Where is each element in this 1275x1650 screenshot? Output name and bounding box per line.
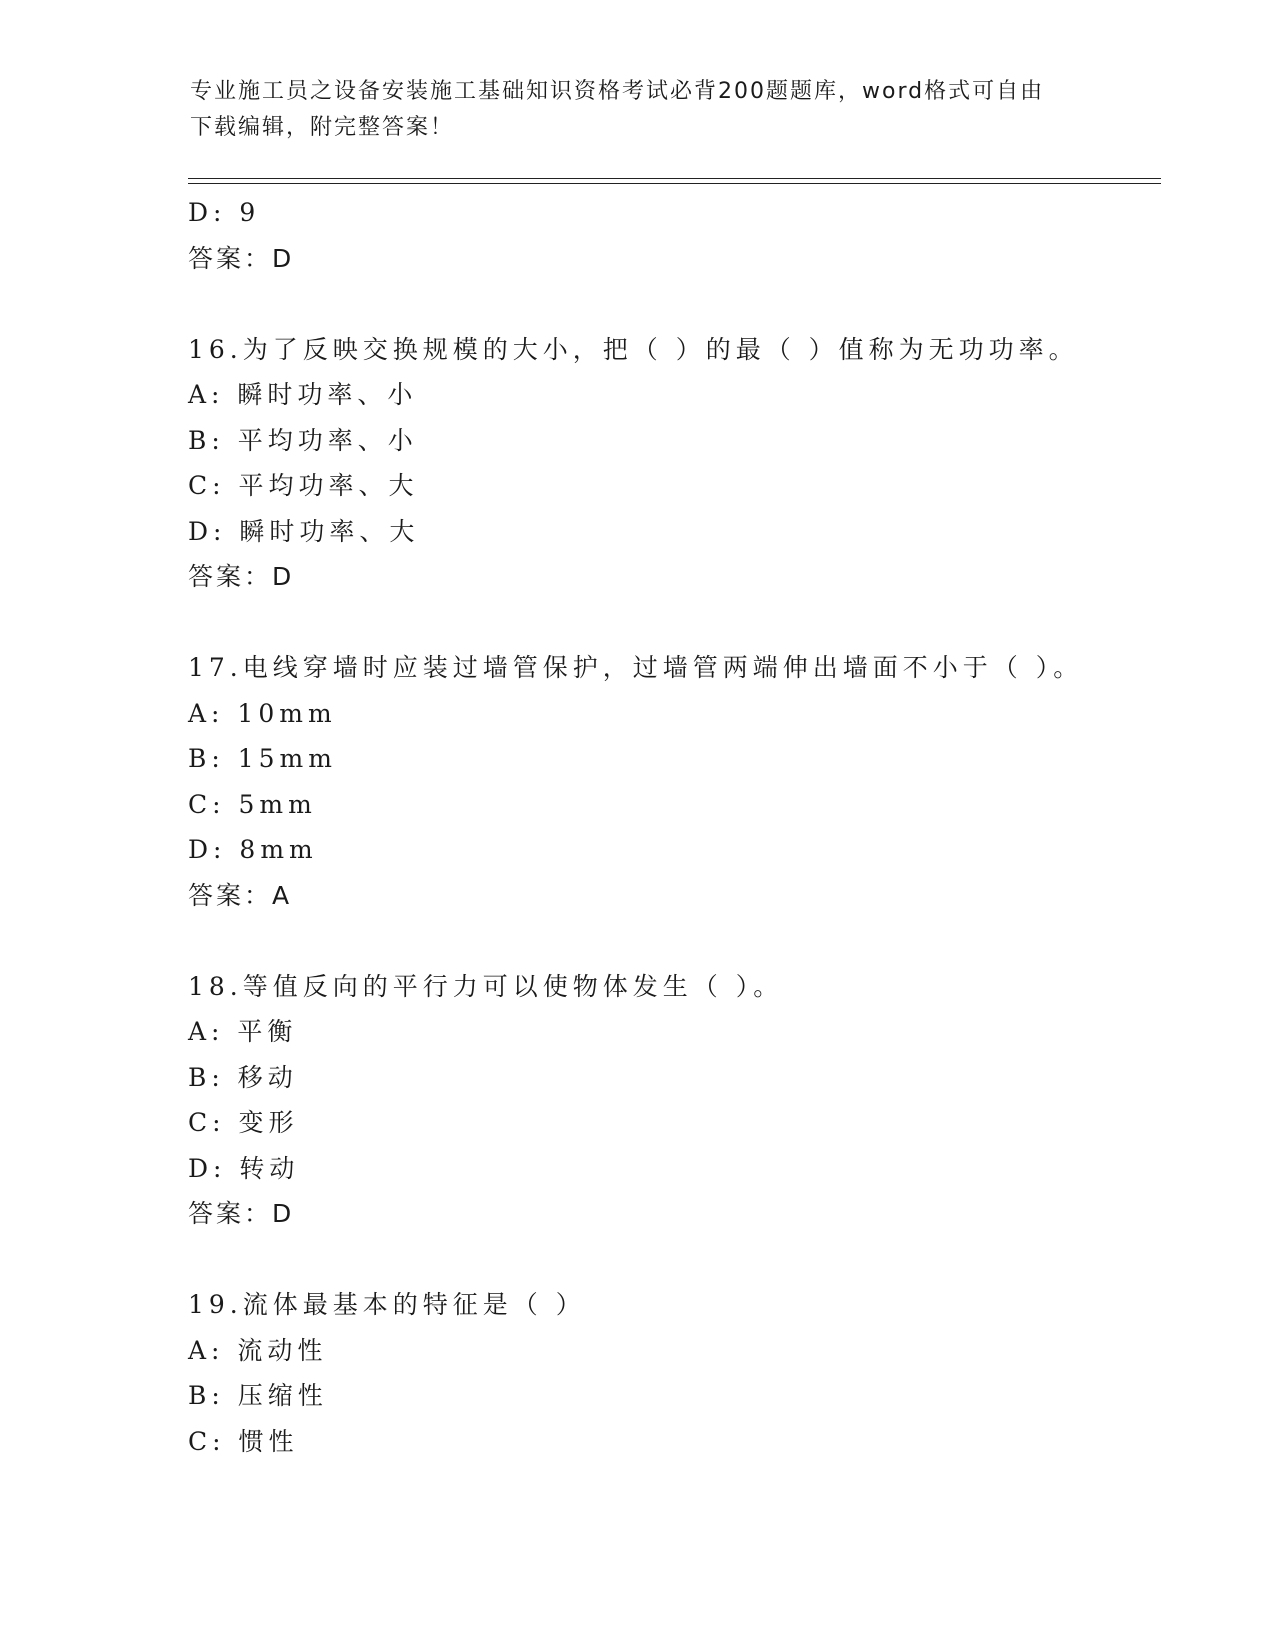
question-gap xyxy=(188,918,1148,964)
question-18-option-b: B: 移动 xyxy=(188,1062,298,1092)
question-content xyxy=(188,190,1148,1464)
question-18-option-c: C: 变形 xyxy=(188,1108,299,1137)
question-18-stem: 18.等值反向的平行力可以使物体发生（ ）。 xyxy=(188,971,784,1001)
question-16-stem: 16.为了反映交换规模的大小，把（ ）的最（ ）值称为无功功率。 xyxy=(188,334,1079,364)
prev-answer: 答案：D xyxy=(188,243,295,273)
header-line-2: 下载编辑，附完整答案！ xyxy=(190,115,455,140)
question-19-stem: 19.流体最基本的特征是（ ） xyxy=(188,1290,586,1319)
question-18-answer: 答案：D xyxy=(188,1199,295,1228)
question-19-option-a: A: 流动性 xyxy=(188,1335,328,1365)
header-rule-bottom xyxy=(188,183,1161,184)
prev-option-d: D: 9 xyxy=(188,198,261,227)
header-line-1: 专业施工员之设备安装施工基础知识资格考试必背200题题库，word格式可自由 xyxy=(190,79,1045,104)
question-gap xyxy=(188,281,1148,327)
question-16-option-b: B: 平均功率、小 xyxy=(188,425,418,455)
question-17-option-c: C: 5mm xyxy=(188,789,317,819)
question-17-option-b: B: 15mm xyxy=(188,744,337,773)
header-rule-top xyxy=(188,178,1161,179)
question-16-option-d: D: 瞬时功率、大 xyxy=(188,516,420,546)
question-17-stem: 17.电线穿墙时应装过墙管保护，过墙管两端伸出墙面不小于（ ）。 xyxy=(188,653,1084,682)
question-16-answer: 答案：D xyxy=(188,562,295,591)
question-16-option-c: C: 平均功率、大 xyxy=(188,471,419,500)
question-17-option-d: D: 8mm xyxy=(188,835,318,864)
question-16-option-a: A: 瞬时功率、小 xyxy=(188,380,418,409)
question-17-answer: 答案：A xyxy=(188,880,293,910)
question-gap xyxy=(188,600,1148,646)
question-17-option-a: A: 10mm xyxy=(188,698,337,728)
question-18-option-d: D: 转动 xyxy=(188,1153,300,1183)
document-header xyxy=(190,74,1090,146)
question-gap xyxy=(188,1237,1148,1283)
question-19-option-b: B: 压缩性 xyxy=(188,1381,328,1410)
question-19-option-c: C: 惯性 xyxy=(188,1426,299,1456)
question-18-option-a: A: 平衡 xyxy=(188,1017,298,1046)
